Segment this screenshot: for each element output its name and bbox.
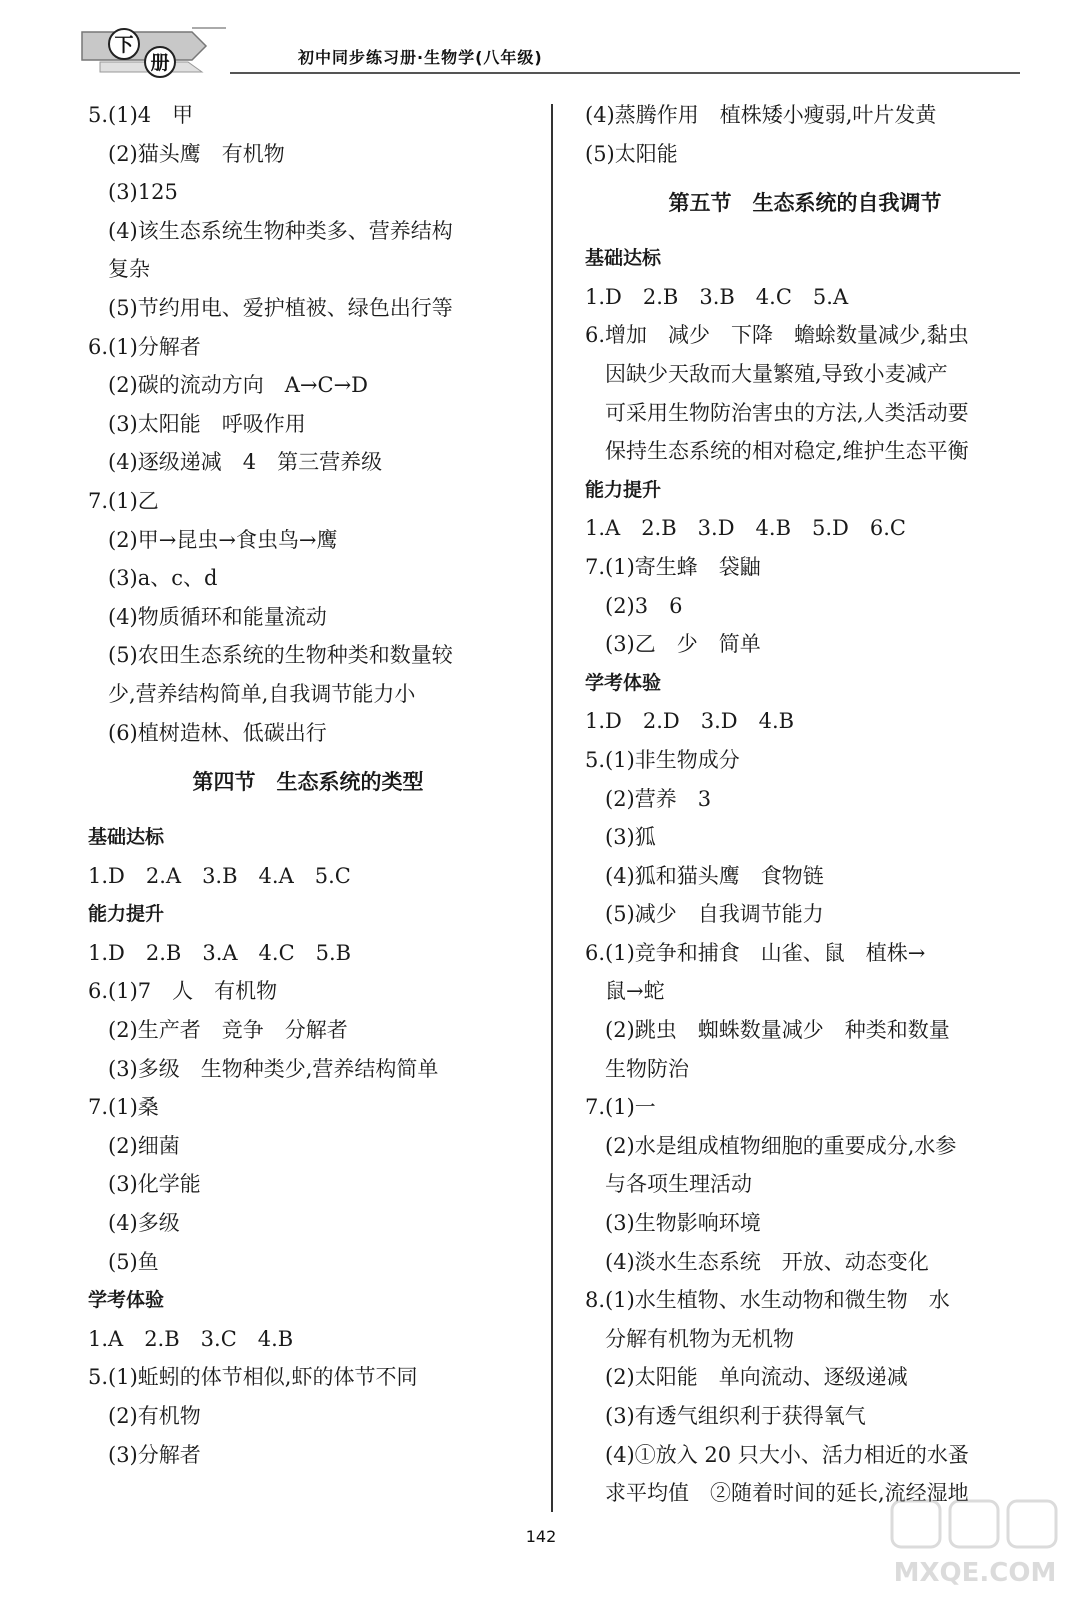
answer-line: 7.(1)乙 [88,488,159,513]
answer-line: 1.D 2.D 3.D 4.B [585,709,795,734]
answer-line: 鼠→蛇 [605,979,665,1004]
answer-line: (2)3 6 [605,593,683,618]
subsection-label: 基础达标 [585,247,662,270]
answer-line: (3)太阳能 呼吸作用 [108,411,306,436]
answer-line: 复杂 [108,257,150,282]
answer-line: 1.D 2.B 3.A 4.C 5.B [88,940,352,965]
answer-line: 6.增加 减少 下降 蟾蜍数量减少,黏虫 [585,323,969,348]
answer-line: 5.(1)4 甲 [88,103,194,127]
answer-line: (3)化学能 [108,1172,201,1197]
logo-char-ce: 册 [150,52,170,74]
answer-line: (5)减少 自我调节能力 [605,902,824,927]
answer-line: (2)太阳能 单向流动、逐级递减 [605,1365,908,1390]
answer-line: 可采用生物防治害虫的方法,人类活动要 [605,400,969,425]
left-answer-column [88,96,528,1474]
answer-line: (2)细菌 [108,1133,180,1158]
answer-line: (2)营养 3 [605,786,712,811]
page-number: 142 [525,1527,557,1546]
answer-line: (2)水是组成植物细胞的重要成分,水参 [605,1133,957,1158]
answer-line: (3)乙 少 简单 [605,632,761,657]
subsection-label: 能力提升 [88,903,165,926]
answer-line: 7.(1)寄生蜂 袋鼬 [585,554,761,579]
answer-line: (3)多级 生物种类少,营养结构简单 [108,1056,439,1081]
answer-line: 6.(1)分解者 [88,334,201,359]
answer-line: (3)狐 [605,825,656,850]
answer-line: (3)有透气组织利于获得氧气 [605,1404,866,1428]
answer-line: (3)生物影响环境 [605,1211,761,1236]
answer-line: 6.(1)7 人 有机物 [88,979,278,1004]
book-title: 初中同步练习册·生物学(八年级) [298,48,543,67]
subsection-label: 基础达标 [88,826,165,849]
answer-line: 5.(1)蚯蚓的体节相似,虾的体节不同 [88,1365,418,1390]
answer-line: (2)跳虫 蜘蛛数量减少 种类和数量 [605,1018,950,1043]
section-heading: 第五节 生态系统的自我调节 [668,191,942,216]
answer-line: 求平均值 ②随着时间的延长,流经湿地 [605,1481,969,1506]
answer-line: (4)狐和猫头鹰 食物链 [605,863,824,888]
answer-line: (2)有机物 [108,1404,201,1428]
column-divider [551,104,553,1512]
watermark-logo [880,1495,1070,1595]
answer-line: (3)分解者 [108,1442,201,1467]
answer-line: (5)农田生态系统的生物种类和数量较 [108,643,453,668]
answer-line: 因缺少天敌而大量繁殖,导致小麦减产 [605,361,948,386]
answer-line: (2)猫头鹰 有机物 [108,141,285,166]
answer-line: 保持生态系统的相对稳定,维护生态平衡 [605,439,969,464]
logo-char-xia: 下 [114,34,134,56]
header-rule [230,72,1020,74]
answer-line: (2)碳的流动方向 A→C→D [108,373,369,398]
subsection-label: 学考体验 [88,1289,165,1312]
answer-line: (4)逐级递减 4 第三营养级 [108,450,383,475]
answer-line: 6.(1)竞争和捕食 山雀、鼠 植株→ [585,940,926,965]
answer-line: (4)该生态系统生物种类多、营养结构 [108,218,453,243]
answer-line: (4)淡水生态系统 开放、动态变化 [605,1249,929,1274]
right-answer-column [585,96,1025,1513]
answer-line: (2)生产者 竞争 分解者 [108,1018,348,1043]
answer-line: 生物防治 [605,1056,689,1081]
volume-logo-icon [80,22,230,80]
page-header [80,22,1020,82]
answer-line: 1.D 2.A 3.B 4.A 5.C [88,863,351,888]
answer-line: 1.D 2.B 3.B 4.C 5.A [585,284,849,309]
answer-line: (2)甲→昆虫→食虫鸟→鹰 [108,527,338,552]
answer-line: (5)节约用电、爱护植被、绿色出行等 [108,295,453,320]
answer-line: (3)125 [108,180,178,205]
answer-line: 8.(1)水生植物、水生动物和微生物 水 [585,1288,950,1313]
answer-line: (4)物质循环和能量流动 [108,604,327,629]
answer-line: 1.A 2.B 3.D 4.B 5.D 6.C [585,516,906,541]
answer-line: (5)太阳能 [585,141,678,166]
answer-line: 1.A 2.B 3.C 4.B [88,1326,294,1351]
answer-line: 少,营养结构简单,自我调节能力小 [108,681,416,706]
subsection-label: 能力提升 [585,478,662,501]
watermark-text: MXQE.COM [893,1558,1057,1588]
answer-line: 与各项生理活动 [605,1172,752,1197]
answer-line: (3)a、c、d [108,566,218,591]
answer-line: (5)鱼 [108,1249,159,1274]
answer-line: (4)①放入 20 只大小、活力相近的水蚤 [605,1442,969,1467]
answer-line: 5.(1)非生物成分 [585,747,740,772]
answer-line: (4)多级 [108,1211,180,1236]
answer-line: 7.(1)一 [585,1095,656,1120]
answer-line: 分解有机物为无机物 [605,1326,794,1351]
subsection-label: 学考体验 [585,671,662,694]
answer-line: 7.(1)桑 [88,1095,159,1120]
answer-line: (4)蒸腾作用 植株矮小瘦弱,叶片发黄 [585,103,937,127]
section-heading: 第四节 生态系统的类型 [192,770,424,795]
answer-line: (6)植树造林、低碳出行 [108,720,327,745]
